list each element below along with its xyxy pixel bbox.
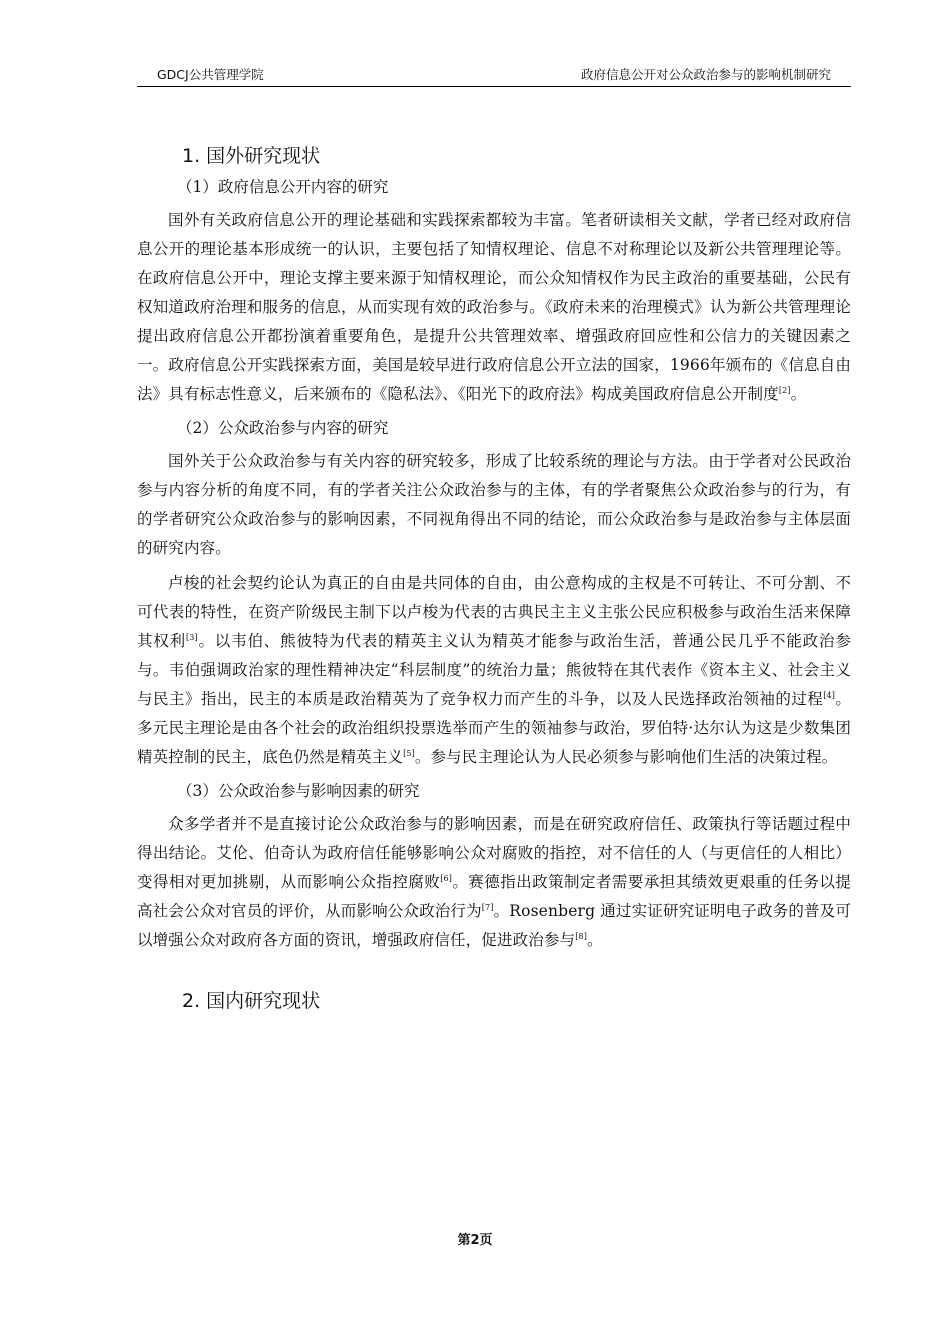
citation-2: [2] — [778, 386, 791, 395]
paragraph-participation-overview: 国外关于公众政治参与有关内容的研究较多，形成了比较系统的理论与方法。由于学者对公民政治参与内容分析的角度不同，有的学者关注公众政治参与的主体，有的学者聚焦公众政治参与的行为，有的学者研究公众政治参与的影响因素，不同视角得出不同的结论，而公众政治参与是政治参与主体层面的研究内容。 — [137, 452, 851, 557]
section-heading-foreign: 1. 国外研究现状 — [182, 145, 321, 167]
citation-7: [7] — [481, 903, 494, 912]
header-thesis-title: 政府信息公开对公众政治参与的影响机制研究 — [580, 67, 831, 82]
section-heading-domestic: 2. 国内研究现状 — [182, 990, 321, 1012]
citation-3: [3] — [186, 633, 198, 642]
page-header — [137, 67, 851, 87]
citation-5: [5] — [403, 749, 415, 758]
header-institution: GDCJ公共管理学院 — [157, 67, 264, 82]
paragraph-democratic-theories: 卢梭的社会契约论认为真正的自由是共同体的自由，由公意构成的主权是不可转让、不可分割、不可代表的特性，在资产阶级民主制下以卢梭为代表的古典民主主义主张公民应积极参与政治生活来保障其权利[3]。以韦伯、熊彼特为代表的精英主义认为精英才能参与政治生活，普通公民几乎不能政治参与。韦伯强调政治家的理性精神决定“科层制度”的统治力量；熊彼特在其代表作《资本主义、社会主义与民主》指出，民主的本质是政治精英为了竞争权力而产生的斗争，以及人民选择政治领袖的过程[4]。多元民主理论是由各个社会的政治组织投票选举而产生的领袖参与政治，罗伯特·达尔认为这是少数集团精英控制的民主，底色仍然是精英主义[5]。参与民主理论认为人民必须参与影响他们生活的决策过程。 — [137, 574, 852, 766]
paragraph-influence-factors: 众多学者并不是直接讨论公众政治参与的影响因素，而是在研究政府信任、政策执行等话题过程中得出结论。艾伦、伯奇认为政府信任能够影响公众对腐败的指控，对不信任的人（与更信任的人相比）变得相对更加挑剔，从而影响公众指控腐败[6]。赛德指出政策制定者需要承担其绩效更艰重的任务以提高社会公众对官员的评价，从而影响公众政治行为[7]。Rosenberg 通过实证研究证明电子政务的普及可以增强公众对政府各方面的资讯，增强政府信任，促进政治参与[8]。 — [137, 815, 851, 949]
subsection-heading-influence-factors: （3）公众政治参与影响因素的研究 — [177, 782, 420, 800]
paragraph-info-disclosure: 国外有关政府信息公开的理论基础和实践探索都较为丰富。笔者研读相关文献，学者已经对政府信息公开的理论基本形成统一的认识，主要包括了知情权理论、信息不对称理论以及新公共管理理论等。在政府信息公开中，理论支撑主要来源于知情权理论，而公众知情权作为民主政治的重要基础，公民有权知道政府治理和服务的信息，从而实现有效的政治参与。《政府未来的治理模式》认为新公共管理理论提出政府信息公开都扮演着重要角色，是提升公共管理效率、增强政府回应性和公信力的关键因素之一。政府信息公开实践探索方面，美国是较早进行政府信息公开立法的国家，1966年颁布的《信息自由法》具有标志性意义，后来颁布的《隐私法》、《阳光下的政府法》构成美国政府信息公开制度[2]。 — [137, 211, 851, 403]
citation-6: [6] — [440, 874, 453, 883]
citation-8: [8] — [575, 932, 587, 941]
citation-4: [4] — [823, 691, 836, 700]
subsection-heading-info-disclosure: （1）政府信息公开内容的研究 — [177, 178, 389, 196]
subsection-heading-participation: （2）公众政治参与内容的研究 — [177, 419, 389, 437]
section-gap — [137, 961, 851, 987]
page-number: 第2页 — [457, 1233, 493, 1248]
page-content — [137, 142, 851, 1019]
